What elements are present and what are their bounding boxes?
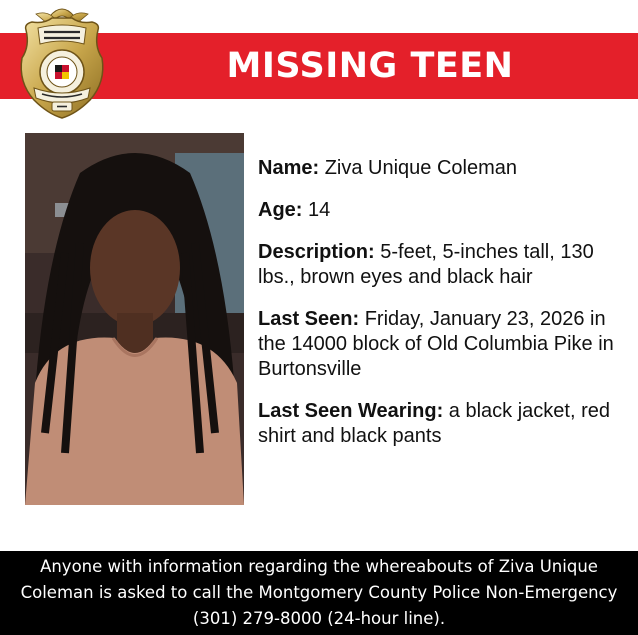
age-label: Age: xyxy=(258,199,303,221)
missing-person-details xyxy=(258,156,628,466)
description-line xyxy=(258,240,628,290)
name-label: Name: xyxy=(258,157,320,179)
description-label: Description: xyxy=(258,241,375,263)
wearing-label: Last Seen Wearing: xyxy=(258,400,444,422)
name-line xyxy=(258,156,628,181)
last-seen-value: Friday, January 23, 2026 in the 14000 block of Old Columbia Pike in Burtonsville xyxy=(258,308,614,380)
contact-footer xyxy=(0,551,638,635)
last-seen-label: Last Seen: xyxy=(258,308,360,330)
name-value: Ziva Unique Coleman xyxy=(324,157,518,179)
last-seen-line xyxy=(258,307,628,382)
description-value: 5-feet, 5-inches tall, 130 lbs., brown eyes and black hair xyxy=(258,241,594,288)
wearing-line xyxy=(258,399,628,449)
page-title: MISSING TEEN xyxy=(226,46,514,86)
missing-person-photo xyxy=(25,133,244,505)
age-value: 14 xyxy=(308,199,331,221)
contact-instructions: Anyone with information regarding the whereabouts of Ziva Unique Coleman is asked to call the Montgomery County Police Non-Emergency (301) 279-8000 (24-hour line). xyxy=(20,557,618,628)
age-line xyxy=(258,198,628,223)
wearing-value: a black jacket, red shirt and black pants xyxy=(258,400,610,447)
police-badge-logo xyxy=(14,2,110,122)
